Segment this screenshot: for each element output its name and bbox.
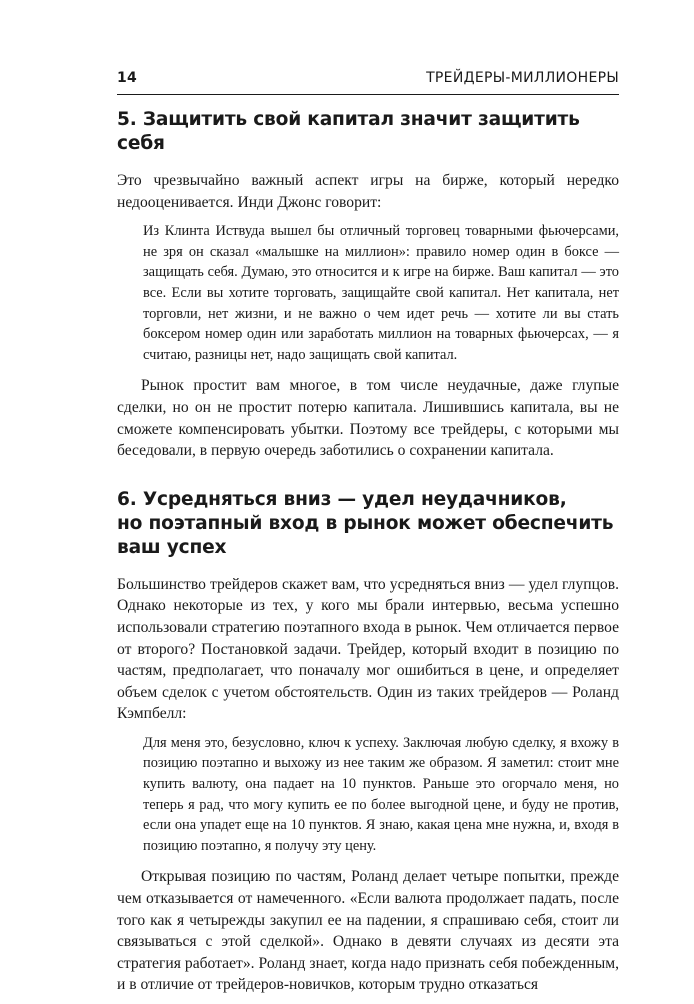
section-5-heading: 5. Защитить свой капитал значит защитить себя	[117, 109, 580, 154]
header-rule	[117, 94, 619, 95]
section-5-quote: Из Клинта Иствуда вышел бы отличный торговец товарными фьючерсами, не зря он сказал «малышке на миллион»: правило номер один в боксе — защищать себя. Думаю, это относится и к игре на бирже. Ваш капитал — это все. Если вы хотите торговать, защищайте свой капитал. Нет капитала, нет торговли, нет жизни, и не важно о чем идет речь — хотите ли вы стать боксером номер один или заработать миллион на товарных фьючерсах, — я считаю, разницы нет, надо защищать свой капитал.	[143, 223, 619, 363]
section-6-intro: Большинство трейдеров скажет вам, что усредняться вниз — удел глупцов. Однако некоторые из тех, у кого мы брали интервью, весьма успешно использовали стратегию поэтапного входа в рынок. Чем отличается первое от второго? Постановкой задачи. Трейдер, который входит в позицию по частям, предполагает, что поначалу мог ошибиться в цене, и определяет объем сделок с учетом обстоятельств. Один из таких трейдеров — Роланд Кэмпбелл:	[117, 575, 619, 723]
section-6-heading-line: 6. Усредняться вниз — удел неудачников,	[117, 488, 567, 510]
section-6-paragraph: Открывая позицию по частям, Роланд делает четыре попытки, прежде чем отказывается от намеченного. «Если валюта продолжает падать, после того как я четырежды закупил ее на падении, я спрашиваю себя, стоит ли связываться с этой сделкой». Однако в девяти случаях из десяти эта стратегия работает». Роланд знает, когда надо признать себя побежденным, и в отличие от трейдеров-новичков, которым трудно отказаться	[117, 868, 619, 994]
section-6-heading-line: ваш успех	[117, 536, 227, 558]
section-6-heading	[117, 488, 619, 560]
running-header	[117, 70, 619, 90]
book-title: ТРЕЙДЕРЫ-МИЛЛИОНЕРЫ	[426, 70, 619, 86]
section-5-intro: Это чрезвычайно важный аспект игры на бирже, который нередко недооценивается. Инди Джонс говорит:	[117, 172, 619, 211]
section-5-paragraph: Рынок простит вам многое, в том числе неудачные, даже глупые сделки, но он не простит потерю капитала. Лишившись капитала, вы не сможете компенсировать убытки. Поэтому все трейдеры, с которыми мы беседовали, в первую очередь заботились о сохранении капитала.	[117, 377, 619, 460]
section-6-quote: Для меня это, безусловно, ключ к успеху. Заключая любую сделку, я вхожу в позицию поэтапно и выхожу из нее таким же образом. Я заметил: стоит мне купить валюту, она падает на 10 пунктов. Раньше это огорчало меня, но теперь я рад, что могу купить ее по более выгодной цене, и буду не против, если она упадет еще на 10 пунктов. Я знаю, какая цена мне нужна, и, входя в позицию поэтапно, я получу эту цену.	[143, 734, 619, 854]
page-number: 14	[117, 70, 138, 86]
page-content	[117, 108, 619, 1004]
section-6-heading-line: но поэтапный вход в рынок может обеспечить	[117, 512, 614, 534]
